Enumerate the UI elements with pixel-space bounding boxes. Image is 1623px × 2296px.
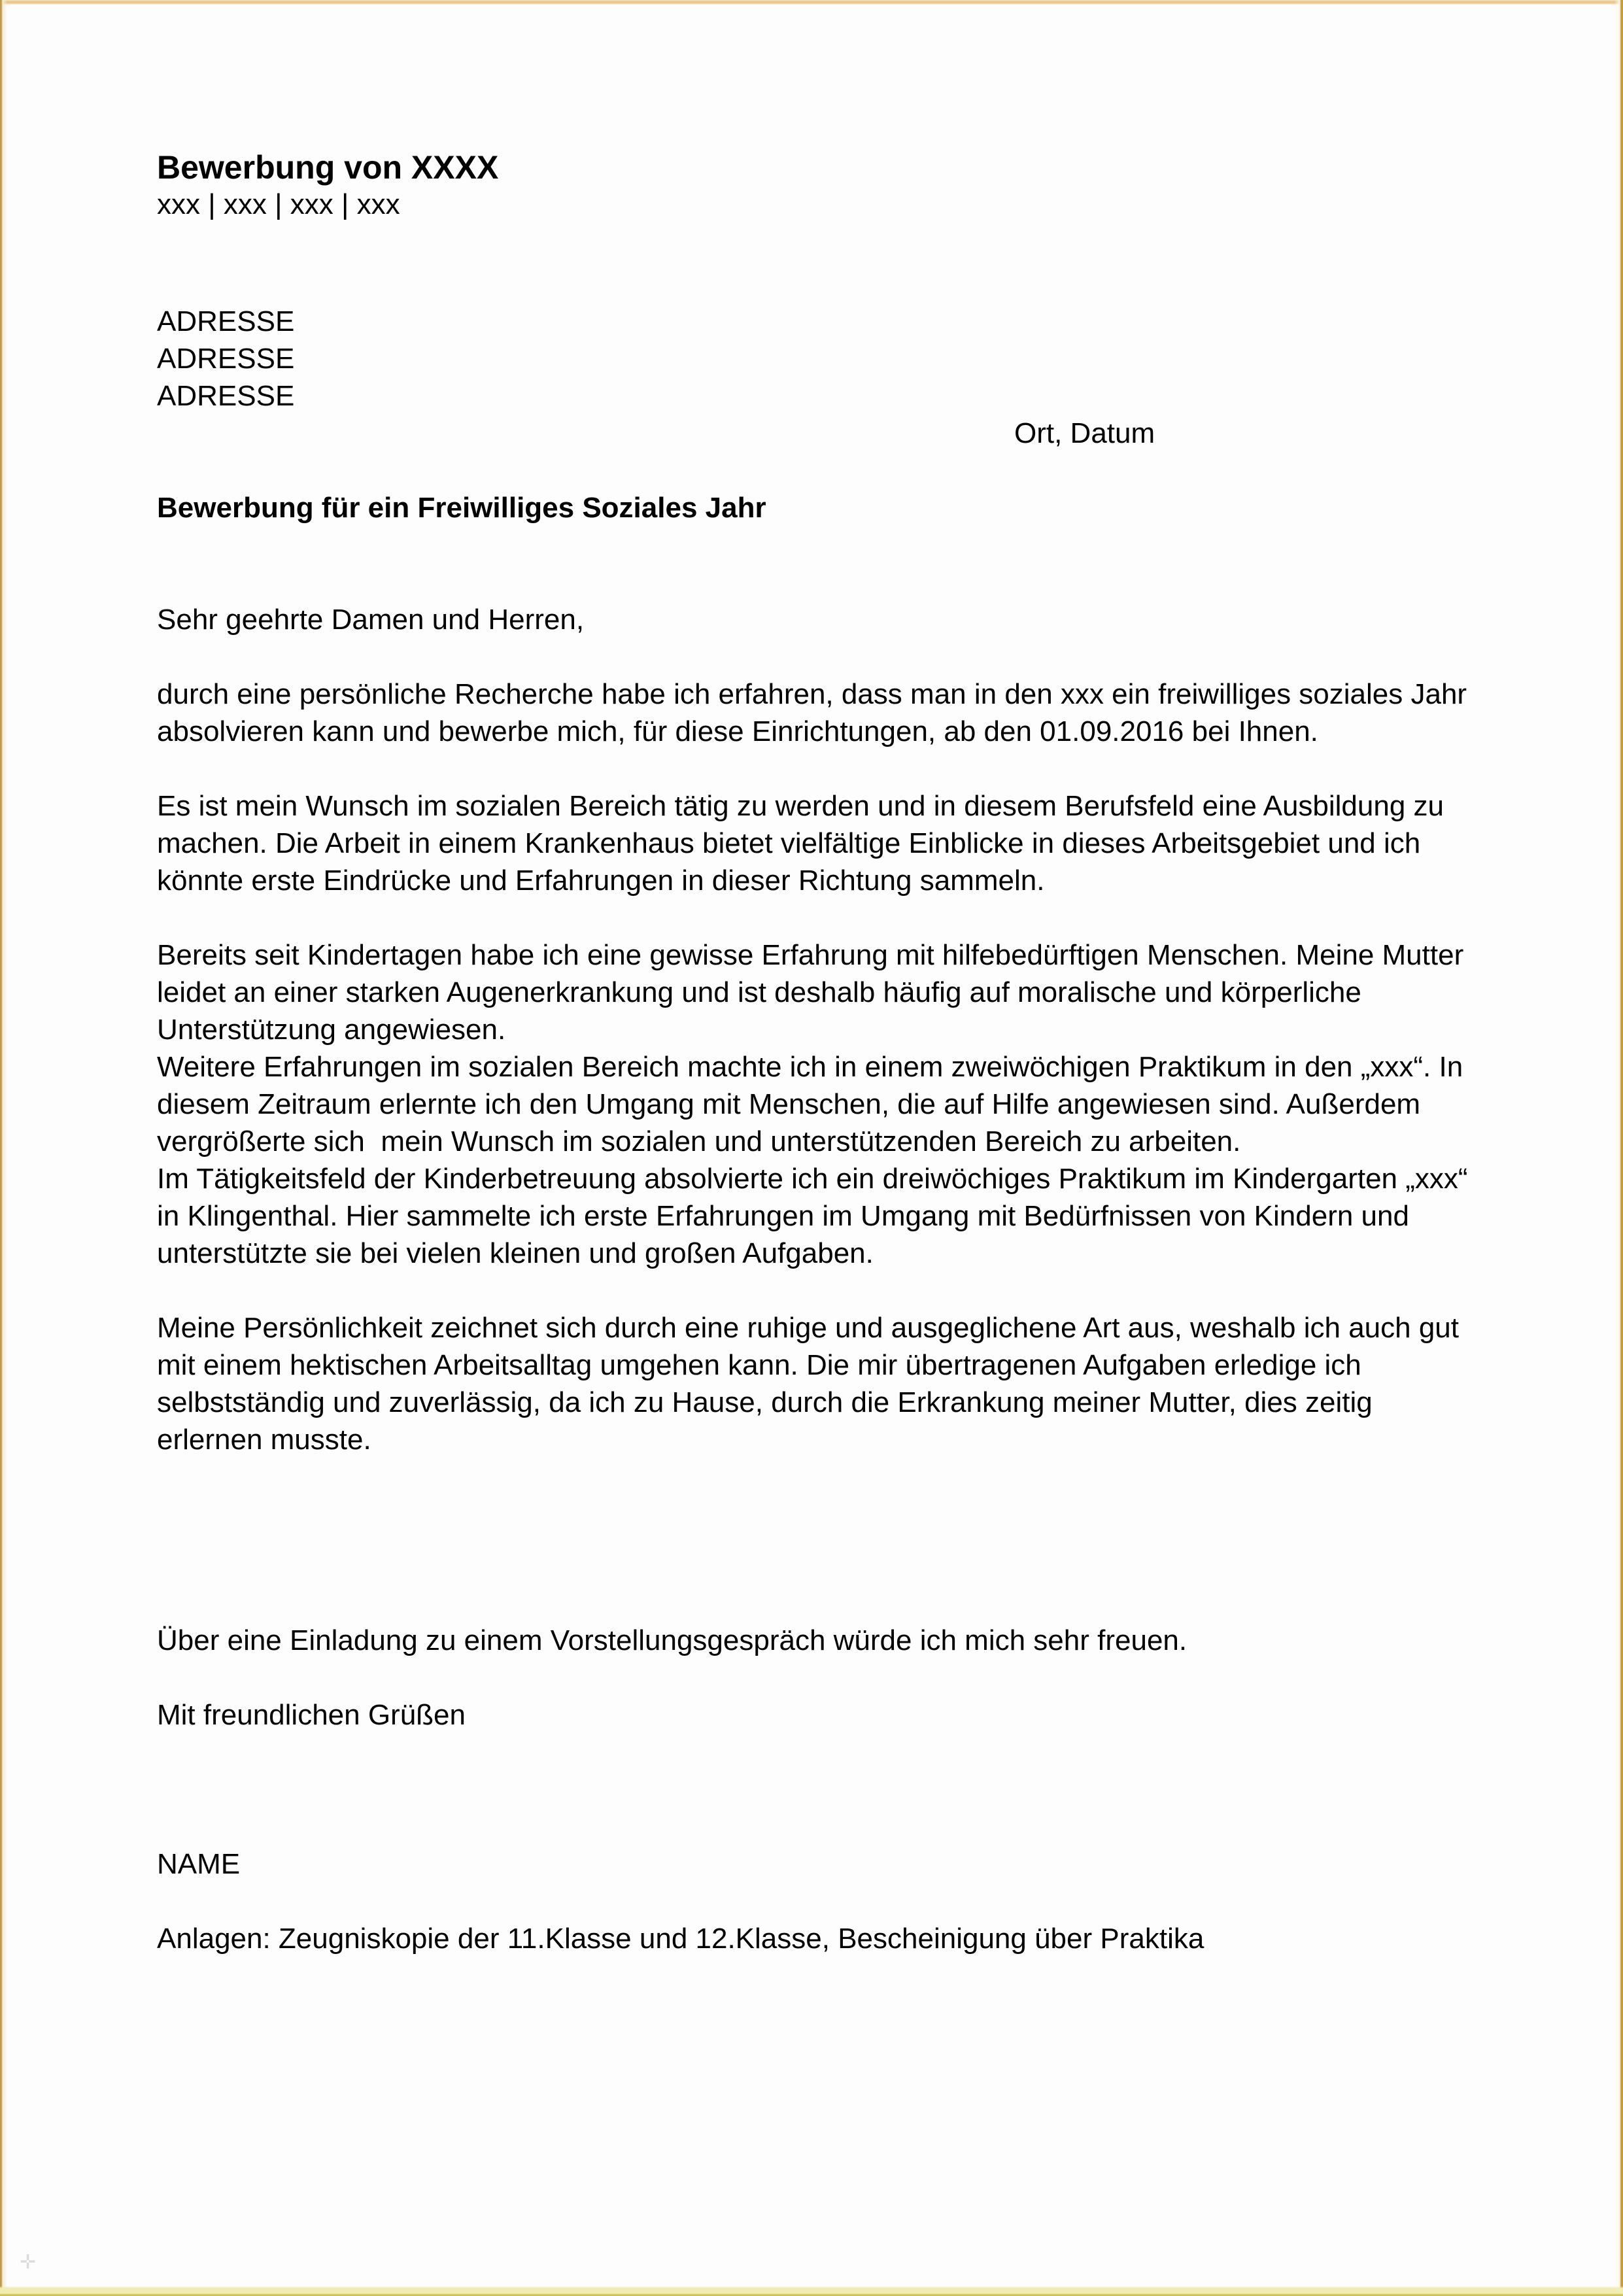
address-line-1: ADRESSE <box>157 305 295 337</box>
paragraph-text: durch eine persönliche Recherche habe ich erfahren, dass man in den xxx ein freiwilliges soziales Jahr absolvieren kann und bewerbe mich, für diese Einrichtungen, ab den 01.09.2016 bei Ihnen. <box>157 678 1475 747</box>
closing-line: Über eine Einladung zu einem Vorstellungsgespräch würde ich mich sehr freuen. <box>157 1624 1187 1656</box>
date-placeholder: Ort, Datum <box>1014 417 1155 449</box>
date-line <box>157 415 1470 452</box>
address-block <box>157 303 1470 415</box>
letter-title: Bewerbung von XXXX <box>157 149 499 186</box>
paragraph-1 <box>157 676 1475 750</box>
paragraph-3 <box>157 936 1476 1272</box>
page-border-right <box>1614 0 1623 2296</box>
paragraph-text: Im Tätigkeitsfeld der Kinderbetreuung absolvierte ich ein dreiwöchiges Praktikum im Kindergarten „xxx“ in Klingenthal. Hier sammelte ich erste Erfahrungen im Umgang mit Bedürfnissen von Kindern und unterstützte sie bei vielen kleinen und großen Aufgaben. <box>157 1163 1476 1269</box>
page-border-left <box>0 0 7 2296</box>
address-line-3: ADRESSE <box>157 380 295 412</box>
enclosures-line: Anlagen: Zeugniskopie der 11.Klasse und 12.Klasse, Bescheinigung über Praktika <box>157 1923 1204 1955</box>
paragraph-4 <box>157 1309 1470 1458</box>
move-handle-icon: ✛ <box>20 2252 37 2273</box>
salutation: Sehr geehrte Damen und Herren, <box>157 604 585 636</box>
paragraph-text: Es ist mein Wunsch im sozialen Bereich tätig zu werden und in diesem Berufsfeld eine Ausbildung zu machen. Die Arbeit in einem Krankenhaus bietet vielfältige Einblicke in dieses Arbeitsgebiet und ich könnte erste Eindrücke und Erfahrungen in dieser Richtung sammeln. <box>157 790 1452 897</box>
paragraph-text: Weitere Erfahrungen im sozialen Bereich machte ich in einem zweiwöchigen Praktikum in den „xxx“. In diesem Zeitraum erlernte ich den Umgang mit Menschen, die auf Hilfe angewiesen sind. Außerdem vergrößerte sich mein Wunsch im sozialen und unterstützenden Bereich zu arbeiten. <box>157 1051 1471 1157</box>
paragraph-text: Meine Persönlichkeit zeichnet sich durch eine ruhige und ausgeglichene Art aus, weshalb ich auch gut mit einem hektischen Arbeitsalltag umgehen kann. Die mir übertragenen Aufgaben erledige ich selbstständig und zuverlässig, da ich zu Hause, durch die Erkrankung meiner Mutter, dies zeitig erlernen musste. <box>157 1312 1467 1456</box>
subject-line: Bewerbung für ein Freiwilliges Soziales Jahr <box>157 492 766 524</box>
contact-line: xxx | xxx | xxx | xxx <box>157 188 400 220</box>
paragraph-2 <box>157 787 1470 899</box>
signature-name: NAME <box>157 1848 241 1880</box>
signoff-line: Mit freundlichen Grüßen <box>157 1699 466 1731</box>
address-line-2: ADRESSE <box>157 343 295 375</box>
page-border-bottom <box>0 2286 1623 2296</box>
letter-content <box>157 0 1476 1957</box>
paragraph-text: Bereits seit Kindertagen habe ich eine gewisse Erfahrung mit hilfebedürftigen Menschen. Meine Mutter leidet an einer starken Augenerkrankung und ist deshalb häufig auf moralische und körperliche Unterstützung angewiesen. <box>157 939 1472 1046</box>
